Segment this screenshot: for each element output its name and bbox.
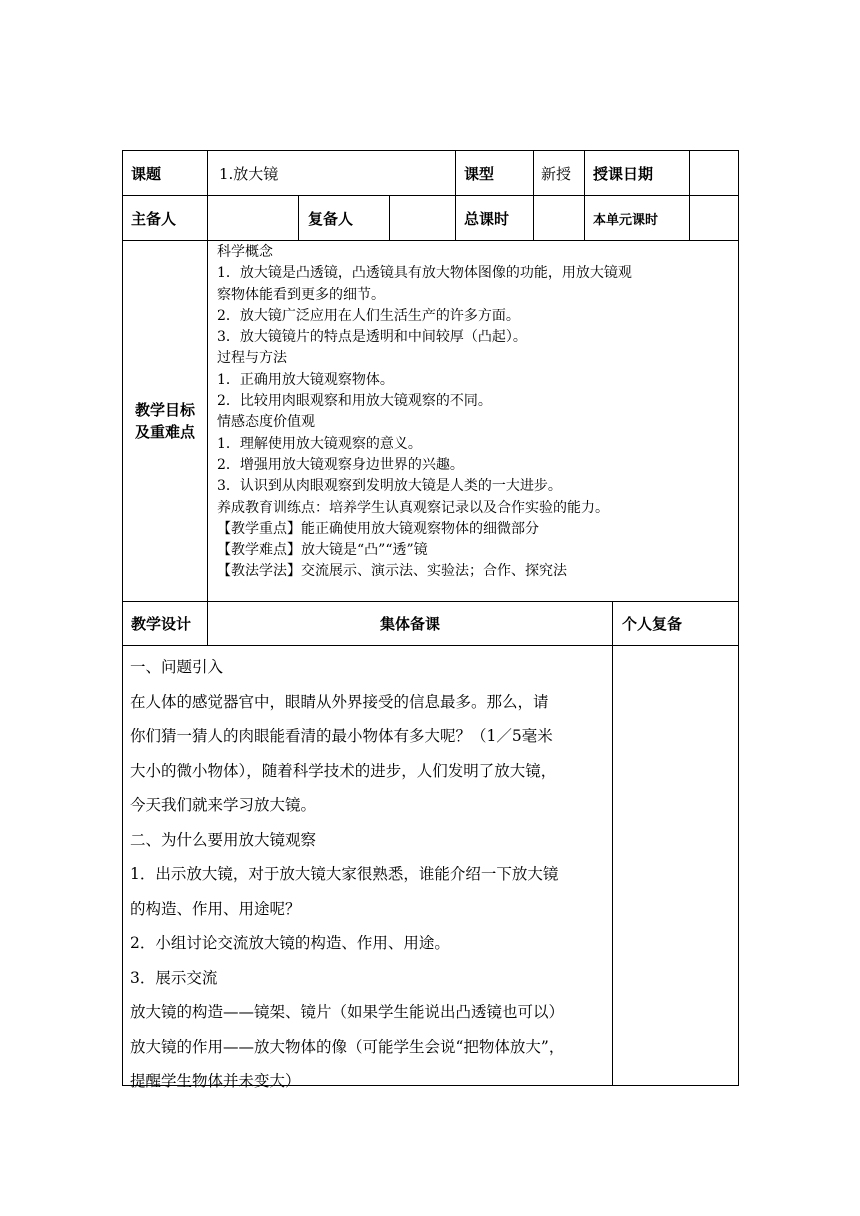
objective-line: 【教学重点】能正确使用放大镜观察物体的细微部分: [217, 520, 539, 537]
objective-line: 2．增强用放大镜观察身边世界的兴趣。: [217, 456, 464, 473]
objective-line: 情感态度价值观: [217, 414, 315, 431]
objective-line: 1．放大镜是凸透镜，凸透镜具有放大物体图像的功能，用放大镜观: [217, 265, 632, 282]
objective-line: 【教法学法】交流展示、演示法、实验法；合作、探究法: [217, 563, 567, 580]
border-col-c: [389, 195, 390, 241]
objective-line: 3．认识到从肉眼观察到发明放大镜是人类的一大进步。: [217, 478, 562, 495]
objectives-label-line2: 及重难点: [134, 423, 195, 441]
objective-line: 1．理解使用放大镜观察的意义。: [217, 435, 422, 452]
objective-line: 2．比较用肉眼观察和用放大镜观察的不同。: [217, 393, 492, 410]
objectives-label: [123, 241, 207, 601]
plan-line: 的构造、作用、用途呢？: [130, 899, 301, 918]
objective-line: 养成教育训练点：培养学生认真观察记录以及合作实验的能力。: [217, 499, 609, 516]
plan-line: 你们猜一猜人的肉眼能看清的最小物体有多大呢？（1／5毫米: [130, 727, 553, 745]
plan-line: 在人体的感觉器官中，眼睛从外界接受的信息最多。那么，请: [130, 692, 549, 711]
objective-line: 科学概念: [217, 244, 273, 260]
assist-label: 复备人: [308, 209, 354, 228]
date-label: 授课日期: [593, 164, 654, 183]
objective-line: 3．放大镜镜片的特点是透明和中间较厚（凸起）。: [217, 329, 527, 346]
objective-line: 察物体能看到更多的细节。: [217, 286, 385, 303]
design-label: 教学设计: [131, 615, 192, 633]
objective-line: 【教学难点】放大镜是“凸”“透”镜: [217, 542, 428, 559]
topic-label: 课题: [131, 164, 162, 183]
type-label: 课型: [464, 164, 495, 183]
border-col-h: [612, 601, 613, 1086]
type-value: 新授: [541, 164, 572, 183]
unit-label: 本单元课时: [593, 212, 659, 228]
plan-line: 放大镜的构造——镜架、镜片（如果学生能说出凸透镜也可以）: [130, 1003, 565, 1021]
border-col-g: [689, 150, 690, 241]
plan-line: 1．出示放大镜，对于放大镜大家很熟悉，谁能介绍一下放大镜: [130, 865, 559, 883]
plan-line: 2．小组讨论交流放大镜的构造、作用、用途。: [130, 934, 450, 952]
plan-line: 放大镜的作用——放大物体的像（可能学生会说“把物体放大”，: [130, 1037, 565, 1056]
border-col-f: [584, 150, 585, 241]
objective-line: 过程与方法: [217, 350, 287, 367]
objectives-label-line1: 教学目标: [134, 401, 195, 419]
border-right: [738, 150, 739, 1086]
objective-line: 2．放大镜广泛应用在人们生活生产的许多方面。: [217, 307, 520, 324]
border-col-d: [455, 150, 456, 241]
collective-label: 集体备课: [379, 615, 440, 633]
plan-line: 3．展示交流: [130, 968, 218, 987]
plan-line: 今天我们就来学习放大镜。: [130, 796, 317, 814]
lesson-plan-content: [130, 650, 610, 1099]
topic-value: 1.放大镜: [219, 164, 279, 183]
plan-line: 大小的微小物体），随着科学技术的进步，人们发明了放大镜，: [130, 761, 557, 780]
border-col-b: [298, 195, 299, 241]
personal-label: 个人复备: [622, 615, 683, 633]
objective-line: 1．正确用放大镜观察物体。: [217, 371, 394, 388]
lead-label: 主备人: [131, 209, 177, 228]
border-row4: [122, 645, 739, 646]
plan-line: 一、问题引入: [130, 658, 224, 676]
border-row2: [122, 240, 739, 241]
objectives-content: [217, 242, 632, 583]
border-col-e: [533, 150, 534, 241]
plan-line: 提醒学生物体并未变大）: [130, 1072, 301, 1090]
border-col-a: [207, 150, 208, 646]
plan-line: 二、为什么要用放大镜观察: [130, 830, 317, 849]
total-label: 总课时: [464, 209, 510, 228]
